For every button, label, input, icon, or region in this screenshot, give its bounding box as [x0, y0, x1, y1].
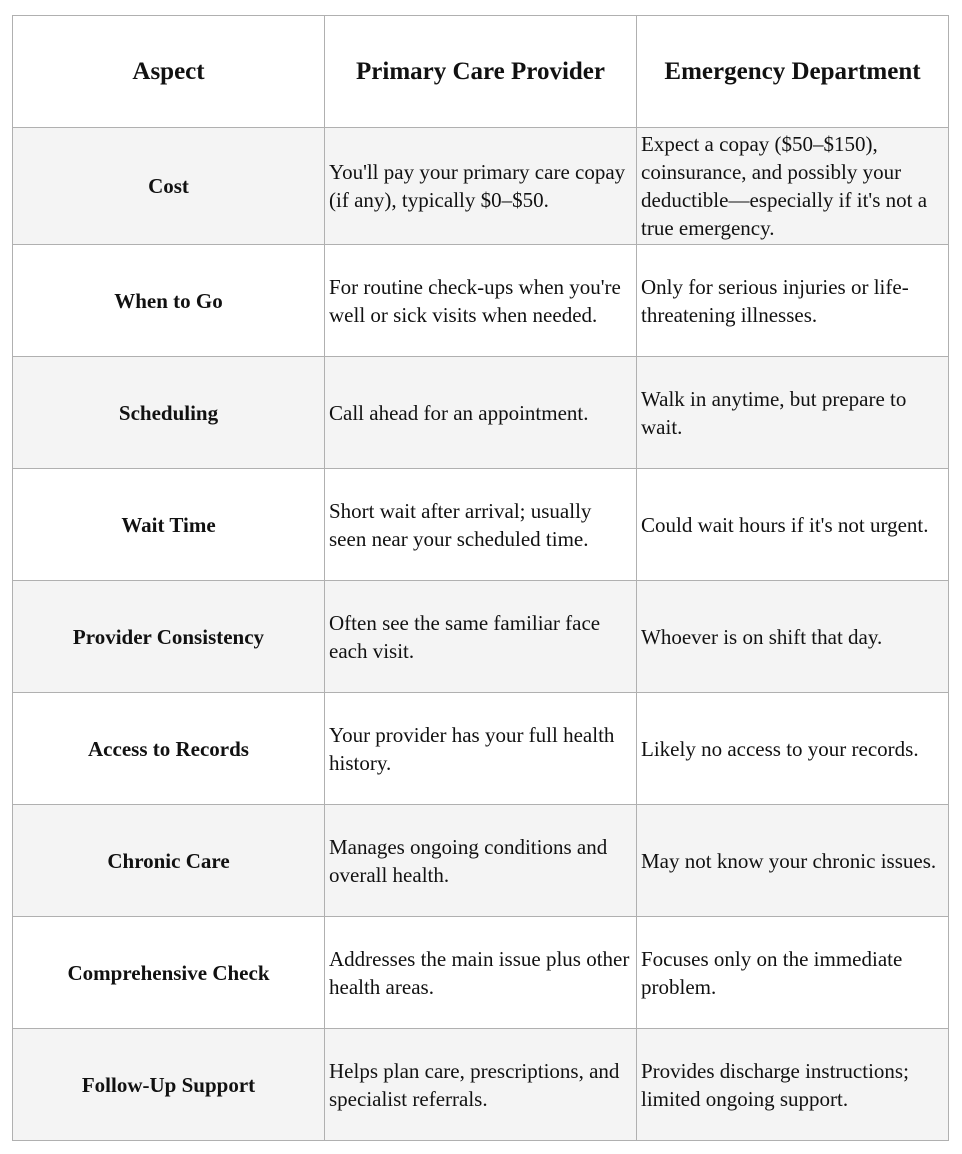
row-emergency: Expect a copay ($50–$150), coinsurance, and possibly your deductible—especially if it's not a true emergency.	[637, 128, 949, 245]
row-emergency: Walk in anytime, but prepare to wait.	[637, 357, 949, 469]
row-emergency: Whoever is on shift that day.	[637, 581, 949, 693]
header-aspect: Aspect	[13, 16, 325, 128]
row-aspect: Scheduling	[13, 357, 325, 469]
row-aspect: When to Go	[13, 245, 325, 357]
row-aspect: Chronic Care	[13, 805, 325, 917]
row-emergency: Provides discharge instructions; limited ongoing support.	[637, 1029, 949, 1141]
row-aspect: Cost	[13, 128, 325, 245]
table-row	[13, 245, 949, 357]
row-aspect: Access to Records	[13, 693, 325, 805]
row-primary-care: Helps plan care, prescriptions, and specialist referrals.	[325, 1029, 637, 1141]
row-primary-care: Your provider has your full health history.	[325, 693, 637, 805]
table-row	[13, 693, 949, 805]
comparison-table	[12, 15, 949, 1141]
row-primary-care: For routine check-ups when you're well or sick visits when needed.	[325, 245, 637, 357]
row-emergency: Focuses only on the immediate problem.	[637, 917, 949, 1029]
table-row	[13, 357, 949, 469]
table-row	[13, 917, 949, 1029]
table-body	[13, 128, 949, 1141]
row-primary-care: Manages ongoing conditions and overall health.	[325, 805, 637, 917]
row-primary-care: Often see the same familiar face each visit.	[325, 581, 637, 693]
row-emergency: Likely no access to your records.	[637, 693, 949, 805]
row-emergency: Only for serious injuries or life-threatening illnesses.	[637, 245, 949, 357]
row-aspect: Comprehensive Check	[13, 917, 325, 1029]
header-emergency-department: Emergency Department	[637, 16, 949, 128]
table-row	[13, 469, 949, 581]
table-row	[13, 581, 949, 693]
table-row	[13, 1029, 949, 1141]
row-emergency: Could wait hours if it's not urgent.	[637, 469, 949, 581]
row-aspect: Follow-Up Support	[13, 1029, 325, 1141]
header-primary-care-provider: Primary Care Provider	[325, 16, 637, 128]
row-aspect: Wait Time	[13, 469, 325, 581]
table-row	[13, 128, 949, 245]
row-primary-care: You'll pay your primary care copay (if any), typically $0–$50.	[325, 128, 637, 245]
row-emergency: May not know your chronic issues.	[637, 805, 949, 917]
row-primary-care: Short wait after arrival; usually seen near your scheduled time.	[325, 469, 637, 581]
row-aspect: Provider Consistency	[13, 581, 325, 693]
header-row	[13, 16, 949, 128]
row-primary-care: Call ahead for an appointment.	[325, 357, 637, 469]
table-row	[13, 805, 949, 917]
table-header	[13, 16, 949, 128]
row-primary-care: Addresses the main issue plus other health areas.	[325, 917, 637, 1029]
